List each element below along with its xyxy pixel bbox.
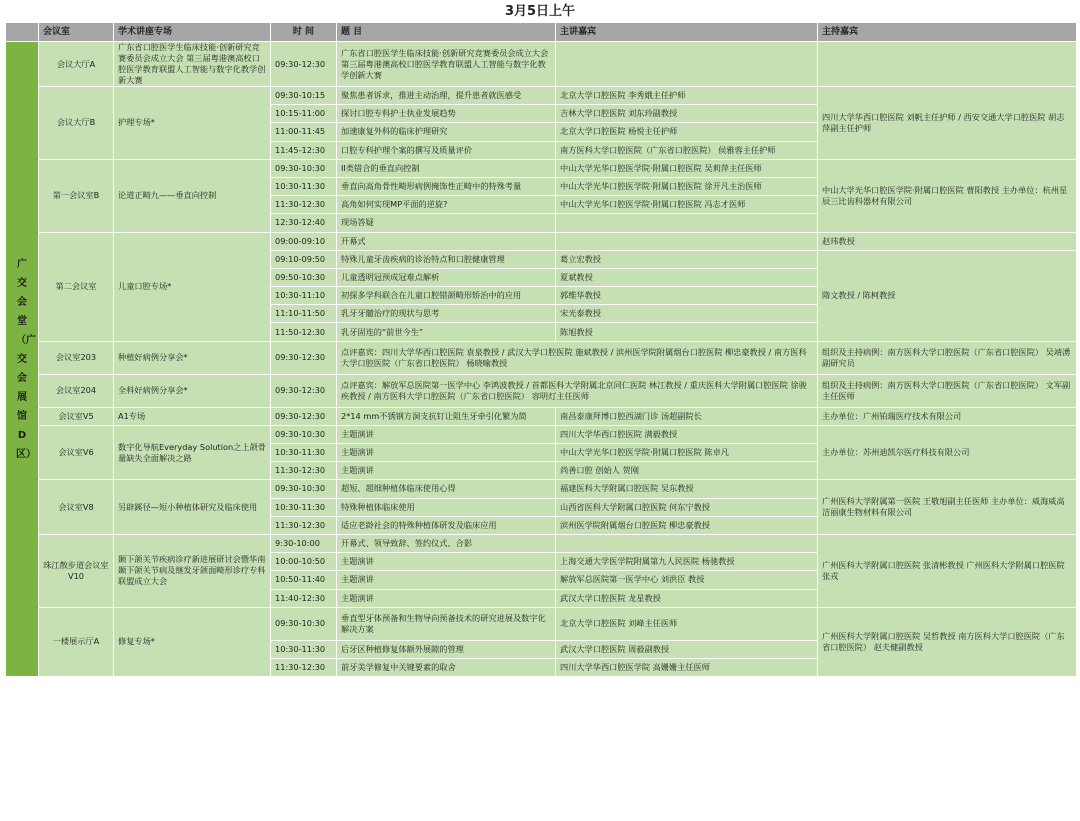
speaker-cell: 解放军总医院第一医学中心 刘洪臣 教授 [556,571,818,589]
speaker-cell: 南昌泰康拜博口腔西湖门诊 汤超副院长 [556,407,818,425]
speaker-cell [556,214,818,232]
topic-cell: 初探多学科联合在儿童口腔错颌畸形矫治中的应用 [337,287,556,305]
session-cell: 护理专场* [114,87,271,160]
time-cell: 09:30-10:30 [271,480,337,498]
header-row [6,23,1077,42]
session-cell: 儿童口腔专场* [114,232,271,341]
topic-cell: 主题演讲 [337,589,556,607]
speaker-cell: 滨州医学院附属烟台口腔医院 柳忠豪教授 [556,516,818,534]
topic-cell: 超短、超细种植体临床使用心得 [337,480,556,498]
time-cell: 11:30-12:30 [271,196,337,214]
speaker-cell: 中山大学光华口腔医学院·附属口腔医院 冯志才医师 [556,196,818,214]
time-cell: 09:30-10:30 [271,607,337,640]
session-cell: 数字化导航Everyday Solution之上颌骨量缺失全面解决之路 [114,425,271,480]
table-row [6,159,1077,177]
session-cell: 论道正畸九——垂直向控制 [114,159,271,232]
topic-cell: 垂直向高角骨性畸形病例掩饰性正畸中的特殊考量 [337,177,556,195]
time-cell: 10:00-10:50 [271,553,337,571]
header-host: 主持嘉宾 [818,23,1077,42]
topic-cell: 聚焦患者诉求，推进主动治理，提升患者就医感受 [337,87,556,105]
speaker-cell: 福建医科大学附属口腔医院 吴东教授 [556,480,818,498]
host-cell: 主办单位：苏州迪凯尔医疗科技有限公司 [818,425,1077,480]
topic-cell: 主题演讲 [337,553,556,571]
topic-cell: 开幕式、领导致辞、签约仪式、合影 [337,534,556,552]
table-row [6,407,1077,425]
speaker-cell: 中山大学光华口腔医学院·附属口腔医院 徐开凡主治医师 [556,177,818,195]
table-row [6,42,1077,87]
time-cell: 09:30-10:15 [271,87,337,105]
host-cell: 赵玮教授 [818,232,1077,250]
speaker-cell: 四川大学华西口腔医学院 高姗姗主任医师 [556,658,818,676]
time-cell: 10:30-11:30 [271,640,337,658]
session-cell: 另辟蹊径—短小种植体研究及临床使用 [114,480,271,535]
topic-cell: 主题演讲 [337,425,556,443]
topic-cell: 现场答疑 [337,214,556,232]
speaker-cell: 夏斌教授 [556,268,818,286]
speaker-cell: 武汉大学口腔医院 龙星教授 [556,589,818,607]
topic-cell: 乳牙牙髓治疗的现状与思考 [337,305,556,323]
speaker-cell: 武汉大学口腔医院 周毅副教授 [556,640,818,658]
topic-cell: 2*14 mm不锈钢方洞支抗钉让阻生牙牵引化繁为简 [337,407,556,425]
host-cell: 广州医科大学附属第一医院 王敬旭副主任医师 主办单位：威海威高洁丽康生物材料有限公司 [818,480,1077,535]
table-row [6,87,1077,105]
session-cell: 修复专场* [114,607,271,676]
host-cell: 隋文教授 / 陈柯教授 [818,250,1077,341]
host-cell: 组织及主持病例：南方医科大学口腔医院（广东省口腔医院） 文军副主任医师 [818,374,1077,407]
room-cell: 第一会议室B [39,159,114,232]
topic-cell: 特殊儿童牙齿疾病的诊治特点和口腔健康管理 [337,250,556,268]
topic-cell: 主题演讲 [337,571,556,589]
time-cell: 09:30-12:30 [271,42,337,87]
speaker-cell: 尚善口腔 创始人 贺刚 [556,462,818,480]
topic-cell: 探讨口腔专科护士执业发展趋势 [337,105,556,123]
header-speaker: 主讲嘉宾 [556,23,818,42]
room-cell: 第二会议室 [39,232,114,341]
topic-cell: 垂直型牙体预备和生物导向预备技术的研究进展及数字化解决方案 [337,607,556,640]
topic-cell: 主题演讲 [337,462,556,480]
session-cell: 广东省口腔医学生临床技能·创新研究竞赛委员会成立大会 第三届粤港澳高校口腔医学教育联盟人工智能与数字化教学创新大赛 [114,42,271,87]
time-cell: 10:30-11:30 [271,498,337,516]
header-session: 学术讲座专场 [114,23,271,42]
topic-cell: 主题演讲 [337,444,556,462]
page-title: 3月5日上午 [504,4,576,19]
time-cell: 10:50-11:40 [271,571,337,589]
speaker-cell: 中山大学光华口腔医学院·附属口腔医院 陈卓凡 [556,444,818,462]
room-cell: 会议室203 [39,341,114,374]
speaker-cell: 宋光泰教授 [556,305,818,323]
topic-cell: 开幕式 [337,232,556,250]
topic-cell: 点评嘉宾：四川大学华西口腔医院 袁泉教授 / 武汉大学口腔医院 施斌教授 / 滨州医学院附属烟台口腔医院 柳忠豪教授 / 南方医科大学口腔医院（广东省口腔医院） 杨晓喻教授 [337,341,818,374]
host-cell: 主办单位：广州铂瑞医疗技术有限公司 [818,407,1077,425]
speaker-cell: 北京大学口腔医院 李秀娥主任护师 [556,87,818,105]
topic-cell: 适应老龄社会的特殊种植体研发及临床应用 [337,516,556,534]
time-cell: 11:30-12:30 [271,658,337,676]
host-cell: 四川大学华西口腔医院 刘帆主任护师 / 西安交通大学口腔医院 胡志萍副主任护师 [818,87,1077,160]
table-row [6,232,1077,250]
time-cell: 11:10-11:50 [271,305,337,323]
time-cell: 10:30-11:10 [271,287,337,305]
host-cell [818,42,1077,87]
table-row [6,480,1077,498]
schedule-table [5,22,1077,677]
time-cell: 10:30-11:30 [271,444,337,462]
time-cell: 09:10-09:50 [271,250,337,268]
time-cell: 11:50-12:30 [271,323,337,341]
speaker-cell: 南方医科大学口腔医院（广东省口腔医院） 侯雅蓉主任护师 [556,141,818,159]
host-cell: 广州医科大学附属口腔医院 张清彬教授 广州医科大学附属口腔医院 张戎 [818,534,1077,607]
topic-cell: 特殊种植体临床使用 [337,498,556,516]
time-cell: 9:30-10:00 [271,534,337,552]
host-cell: 中山大学光华口腔医学院·附属口腔医院 曹阳教授 主办单位：杭州星辰三比齿科器材有限公司 [818,159,1077,232]
speaker-cell: 陈旭教授 [556,323,818,341]
session-cell: 全科好病例分享会* [114,374,271,407]
topic-cell: 广东省口腔医学生临床技能·创新研究竞赛委员会成立大会 第三届粤港澳高校口腔医学教育联盟人工智能与数字化教学创新大赛 [337,42,556,87]
speaker-cell: 郭维华教授 [556,287,818,305]
topic-cell: 儿童透明冠预成冠难点解析 [337,268,556,286]
speaker-cell: 北京大学口腔医院 杨悦主任护师 [556,123,818,141]
time-cell: 09:00-09:10 [271,232,337,250]
time-cell: 09:30-12:30 [271,407,337,425]
speaker-cell: 葛立宏教授 [556,250,818,268]
speaker-cell: 北京大学口腔医院 刘峰主任医师 [556,607,818,640]
session-cell: 颞下颌关节疾病诊疗新进展研讨会暨华南颞下颌关节病及继发牙颌面畸形诊疗专科联盟成立大会 [114,534,271,607]
speaker-cell: 四川大学华西口腔医院 满毅教授 [556,425,818,443]
time-cell: 09:30-12:30 [271,341,337,374]
speaker-cell [556,232,818,250]
table-row [6,534,1077,552]
time-cell: 11:45-12:30 [271,141,337,159]
header-blank [6,23,39,42]
time-cell: 09:30-10:30 [271,425,337,443]
topic-cell: 后牙区种植修复体额外展隙的管理 [337,640,556,658]
header-time: 时 间 [271,23,337,42]
speaker-cell: 中山大学光华口腔医学院·附属口腔医院 吴莉萍主任医师 [556,159,818,177]
room-cell: 一楼展示厅A [39,607,114,676]
table-row [6,341,1077,374]
host-cell: 组织及主持病例：南方医科大学口腔医院（广东省口腔医院） 吴靖湧副研究员 [818,341,1077,374]
topic-cell: 点评嘉宾：解放军总医院第一医学中心 李鸿波教授 / 首都医科大学附属北京同仁医院 林江教授 / 重庆医科大学附属口腔医院 徐骏疾教授 / 南方医科大学口腔医院（广东省口腔医院） 容明灯主任医师 [337,374,818,407]
speaker-cell: 上海交通大学医学院附属第九人民医院 杨驰教授 [556,553,818,571]
room-cell: 会议室V5 [39,407,114,425]
room-cell: 会议大厅B [39,87,114,160]
header-room: 会议室 [39,23,114,42]
time-cell: 10:15-11:00 [271,105,337,123]
speaker-cell [556,42,818,87]
time-cell: 11:00-11:45 [271,123,337,141]
host-cell: 广州医科大学附属口腔医院 吴哲教授 南方医科大学口腔医院（广东省口腔医院） 赵夫健副教授 [818,607,1077,676]
topic-cell: II类错合的垂直向控制 [337,159,556,177]
header-topic: 题 目 [337,23,556,42]
time-cell: 09:30-10:30 [271,159,337,177]
time-cell: 09:50-10:30 [271,268,337,286]
topic-cell: 前牙美学修复中关键要素的取舍 [337,658,556,676]
room-cell: 会议室V8 [39,480,114,535]
table-row [6,425,1077,443]
venue-label: 广交会堂（广交会展馆D区） [16,258,36,460]
time-cell: 11:30-12:30 [271,516,337,534]
topic-cell: 加速康复外科的临床护理研究 [337,123,556,141]
room-cell: 会议室204 [39,374,114,407]
venue-cell [6,42,39,677]
session-cell: 种植好病例分享会* [114,341,271,374]
room-cell: 珠江散步道会议室V10 [39,534,114,607]
time-cell: 11:30-12:30 [271,462,337,480]
time-cell: 10:30-11:30 [271,177,337,195]
topic-cell: 口腔专科护理个案的撰写及质量评价 [337,141,556,159]
table-row [6,607,1077,640]
speaker-cell: 吉林大学口腔医院 刘东玲副教授 [556,105,818,123]
speaker-cell: 山西省医科大学附属口腔医院 何东宁教授 [556,498,818,516]
table-row [6,374,1077,407]
speaker-cell [556,534,818,552]
room-cell: 会议大厅A [39,42,114,87]
topic-cell: 乳牙固连的“前世今生” [337,323,556,341]
topic-cell: 高角如何实现MP平面的逆旋? [337,196,556,214]
time-cell: 11:40-12:30 [271,589,337,607]
session-cell: A1专场 [114,407,271,425]
time-cell: 12:30-12:40 [271,214,337,232]
time-cell: 09:30-12:30 [271,374,337,407]
room-cell: 会议室V6 [39,425,114,480]
